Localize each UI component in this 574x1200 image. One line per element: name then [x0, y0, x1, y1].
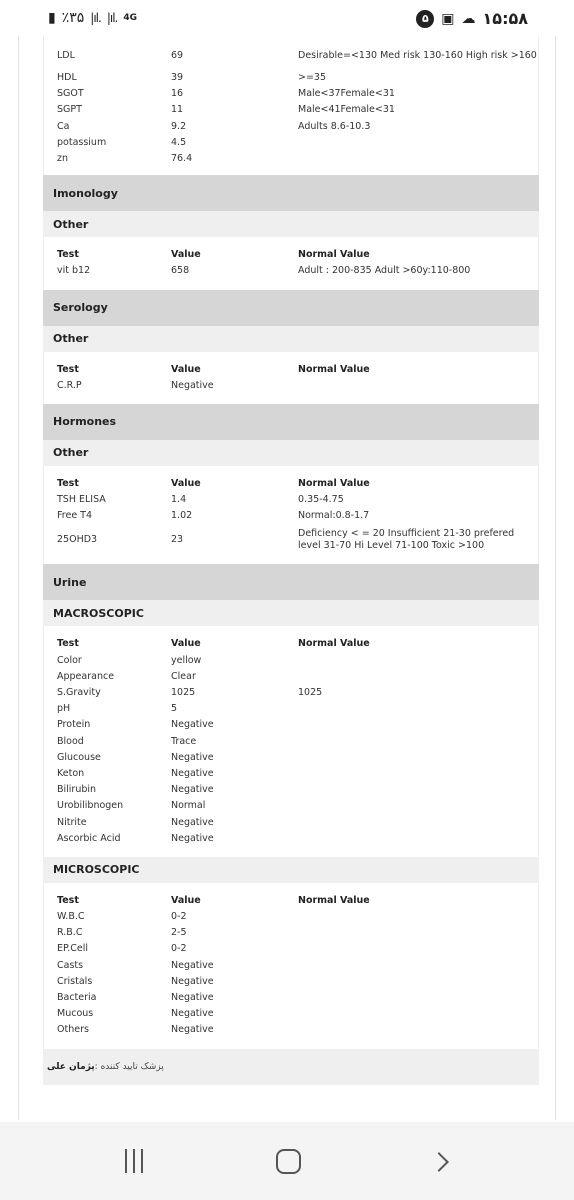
cell-test: Appearance [57, 670, 115, 682]
cell-test: W.B.C [57, 911, 85, 923]
cell-test: zn [57, 152, 69, 164]
cell-test: Bilirubin [57, 784, 97, 796]
signal-icon-2: |ıl. [106, 11, 118, 25]
cell-test: Free T4 [57, 510, 93, 522]
recents-icon-bar [133, 1149, 135, 1173]
status-bar [0, 0, 574, 36]
cell-normal: >=35 [298, 72, 327, 83]
cell-value: Normal [171, 800, 206, 812]
cell-value: Negative [171, 719, 214, 731]
cell-test: Ca [57, 120, 70, 132]
cell-value: 39 [171, 72, 184, 83]
cell-value: Negative [171, 379, 214, 391]
cell-normal: 1025 [298, 687, 323, 698]
cell-value: Negative [171, 767, 214, 779]
header-test: Test [57, 638, 79, 650]
approval-label: پزشک تایید کننده : [94, 1061, 164, 1072]
table-row [44, 958, 538, 974]
table-row [44, 798, 538, 814]
cell-normal: 0.35-4.75 [298, 494, 344, 506]
cell-value: 16 [171, 88, 184, 100]
header-normal: Normal Value [298, 249, 370, 261]
header-test: Test [57, 363, 79, 375]
notification-badge: ۵ [416, 10, 434, 28]
cell-test: Keton [57, 767, 85, 779]
subsection-microscopic: MICROSCOPIC [43, 857, 539, 883]
cell-test: Color [57, 654, 82, 666]
table-row [44, 925, 538, 941]
chemistry-table [43, 36, 539, 175]
doctor-name: پژمان علی [47, 1061, 95, 1072]
cell-test: C.R.P [57, 379, 82, 391]
table-header-row [44, 247, 538, 263]
subsection-macroscopic: MACROSCOPIC [43, 600, 539, 626]
cell-value: 69 [171, 50, 184, 61]
table-row [44, 508, 538, 524]
header-test: Test [57, 894, 79, 906]
table-header-row [44, 893, 538, 909]
cell-value: 0-2 [171, 911, 187, 923]
table-row [44, 40, 538, 70]
cell-test: TSH ELISA [57, 494, 106, 506]
subsection-other: Other [43, 440, 539, 466]
header-value: Value [171, 363, 201, 375]
cell-test: Ascorbic Acid [57, 832, 121, 844]
table-row [44, 151, 538, 167]
cell-test: potassium [57, 136, 107, 148]
approval-footer [43, 1049, 539, 1085]
table-row [44, 119, 538, 135]
table-header-row [44, 362, 538, 378]
cell-normal: Normal:0.8-1.7 [298, 510, 370, 522]
hormones-table [43, 466, 539, 565]
status-left [48, 10, 137, 26]
cell-test: pH [57, 703, 71, 715]
network-type: 4G [123, 12, 137, 23]
table-row [44, 263, 538, 279]
microscopic-table [43, 883, 539, 1049]
table-row [44, 734, 538, 750]
section-hormones: Hormones [43, 404, 539, 440]
cell-value: 1.4 [171, 494, 187, 506]
cell-test: Glucouse [57, 751, 101, 763]
cell-test: Urobilibnogen [57, 800, 124, 812]
cell-test: Others [57, 1024, 89, 1036]
cell-value: 1.02 [171, 510, 193, 522]
cell-normal: Adult : 200-835 Adult >60y:110-800 [298, 265, 471, 277]
section-imonology: Imonology [43, 175, 539, 211]
header-value: Value [171, 249, 201, 261]
table-row [44, 685, 538, 701]
cell-test: vit b12 [57, 265, 91, 277]
cell-value: 0-2 [171, 943, 187, 955]
report-content [43, 36, 539, 1085]
cloud-icon: ☁ [461, 10, 476, 27]
serology-table [43, 352, 539, 404]
cell-test: Mucous [57, 1008, 94, 1020]
header-value: Value [171, 477, 201, 489]
recents-button[interactable] [125, 1149, 149, 1173]
navigation-bar [0, 1122, 574, 1200]
cell-value: Negative [171, 751, 214, 763]
cell-test: Casts [57, 959, 84, 971]
header-value: Value [171, 638, 201, 650]
cell-value: 1025 [171, 687, 196, 698]
cell-test: SGOT [57, 88, 84, 100]
header-normal: Normal Value [298, 894, 370, 906]
cell-value: Negative [171, 992, 214, 1003]
table-row [44, 492, 538, 508]
cell-value: 4.5 [171, 136, 187, 148]
table-header-row [44, 636, 538, 652]
cell-value: Negative [171, 1024, 214, 1036]
header-test: Test [57, 477, 79, 489]
cell-test: Protein [57, 719, 91, 731]
battery-percent: ٪۳۵ [61, 10, 85, 26]
cell-value: Negative [171, 1008, 214, 1020]
status-right [416, 9, 528, 28]
cell-value: 76.4 [171, 152, 193, 164]
header-normal: Normal Value [298, 477, 370, 489]
table-row [44, 1006, 538, 1022]
table-row [44, 974, 538, 990]
cell-value: Clear [171, 670, 196, 682]
cell-normal: Male<37Female<31 [298, 88, 395, 100]
cell-value: Negative [171, 975, 214, 987]
section-urine: Urine [43, 564, 539, 600]
cell-value: Negative [171, 959, 214, 971]
cell-value: Negative [171, 784, 214, 796]
table-row [44, 86, 538, 102]
cell-normal: Adults 8.6-10.3 [298, 120, 371, 132]
clock: ۱۵:۵۸ [482, 9, 528, 28]
subsection-other: Other [43, 326, 539, 352]
table-row [44, 750, 538, 766]
macroscopic-table [43, 626, 539, 856]
section-serology: Serology [43, 290, 539, 326]
recents-icon [125, 1149, 127, 1173]
gallery-icon: ▣ [441, 10, 455, 27]
cell-test: EP.Cell [57, 943, 89, 955]
table-row [44, 378, 538, 394]
cell-value: 2-5 [171, 927, 187, 939]
cell-value: yellow [171, 654, 202, 666]
header-test: Test [57, 249, 79, 261]
table-row [44, 70, 538, 86]
imonology-table [43, 237, 539, 289]
cell-value: Negative [171, 816, 214, 828]
table-row [44, 782, 538, 798]
report-page[interactable] [18, 36, 556, 1120]
table-row [44, 135, 538, 151]
cell-value: Trace [171, 735, 197, 747]
table-row [44, 1022, 538, 1038]
cell-normal: Male<41Female<31 [298, 104, 395, 116]
signal-icon: |ıl. [90, 11, 101, 25]
table-row [44, 831, 538, 847]
cell-value: Negative [171, 832, 214, 844]
cell-test: Cristals [57, 975, 93, 987]
cell-value: 5 [171, 703, 178, 715]
cell-test: 25OHD3 [57, 534, 98, 546]
cell-test: Bacteria [57, 992, 97, 1003]
table-row [44, 524, 538, 554]
table-row [44, 717, 538, 733]
home-button[interactable] [276, 1149, 301, 1174]
table-row [44, 701, 538, 717]
cell-value: 23 [171, 534, 184, 546]
cell-normal: Desirable=<130 Med risk 130-160 High risk >160 [298, 50, 537, 61]
cell-test: R.B.C [57, 927, 83, 939]
table-row [44, 102, 538, 118]
header-normal: Normal Value [298, 638, 370, 650]
subsection-other: Other [43, 211, 539, 237]
cell-value: 11 [171, 104, 184, 116]
cell-normal: Deficiency < = 20 Insufficient 21-30 prefered level 31-70 Hi Level 71-100 Toxic >100 [298, 528, 515, 552]
cell-test: HDL [57, 72, 77, 83]
table-row [44, 653, 538, 669]
cell-value: 9.2 [171, 120, 187, 132]
table-row [44, 815, 538, 831]
cell-test: S.Gravity [57, 687, 101, 698]
header-normal: Normal Value [298, 363, 370, 375]
table-row [44, 909, 538, 925]
table-row [44, 766, 538, 782]
battery-icon: ▮ [48, 10, 56, 26]
table-row [44, 990, 538, 1006]
table-row [44, 669, 538, 685]
cell-value: 658 [171, 265, 190, 277]
table-row [44, 941, 538, 957]
header-value: Value [171, 894, 201, 906]
cell-test: SGPT [57, 104, 82, 116]
back-button[interactable] [429, 1152, 449, 1172]
cell-test: Nitrite [57, 816, 87, 828]
cell-test: Blood [57, 735, 84, 747]
table-header-row [44, 476, 538, 492]
cell-test: LDL [57, 50, 75, 61]
recents-icon-bar [141, 1149, 143, 1173]
